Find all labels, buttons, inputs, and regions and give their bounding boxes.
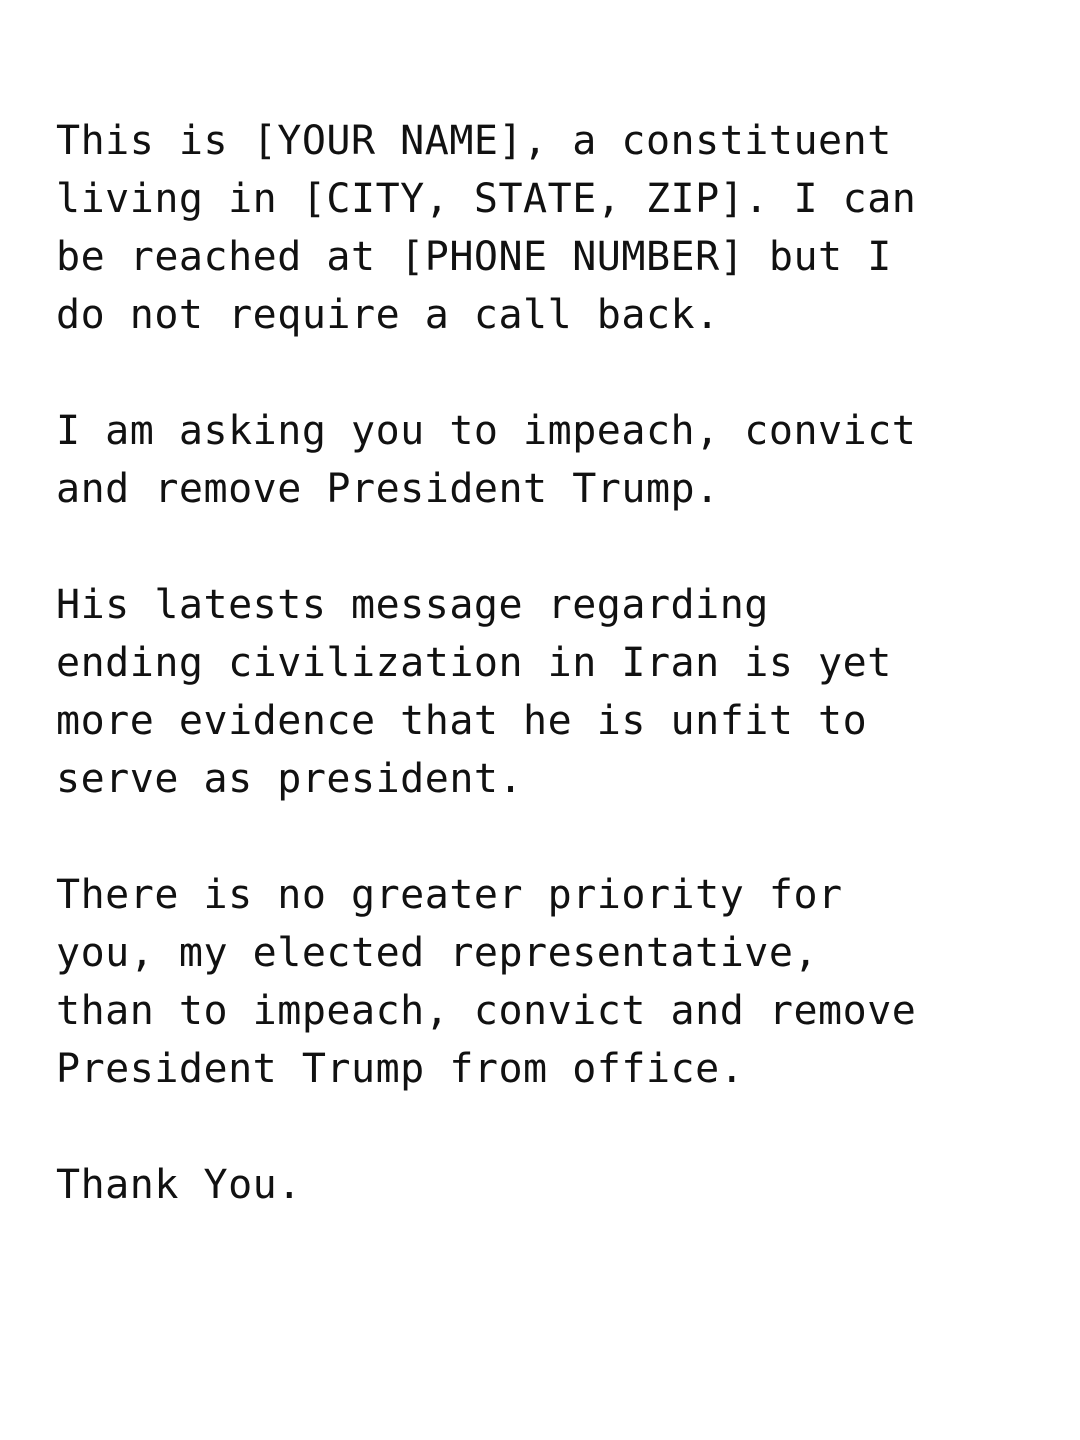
text-line: His latests message regarding [56,582,769,628]
paragraph-reason [56,576,1056,808]
text-line: Thank You. [56,1162,302,1208]
text-line: There is no greater priority for [56,872,843,918]
text-line: I am asking you to impeach, convict [56,408,917,454]
text-line: you, my elected representative, [56,930,819,976]
text-line: serve as president. [56,756,524,802]
text-line: living in [CITY, STATE, ZIP]. I can [56,176,917,222]
text-line: ending civilization in Iran is yet [56,640,892,686]
text-line: be reached at [PHONE NUMBER] but I [56,234,892,280]
text-line: President Trump from office. [56,1046,745,1092]
text-line: This is [YOUR NAME], a constituent [56,118,892,164]
text-line: do not require a call back. [56,292,720,338]
paragraph-introduction [56,112,1056,344]
text-line: and remove President Trump. [56,466,720,512]
text-line: more evidence that he is unfit to [56,698,868,744]
paragraph-priority [56,866,1056,1098]
paragraph-closing [56,1156,1056,1214]
paragraph-request [56,402,1056,518]
text-line: than to impeach, convict and remove [56,988,917,1034]
letter-body [56,112,1056,1272]
